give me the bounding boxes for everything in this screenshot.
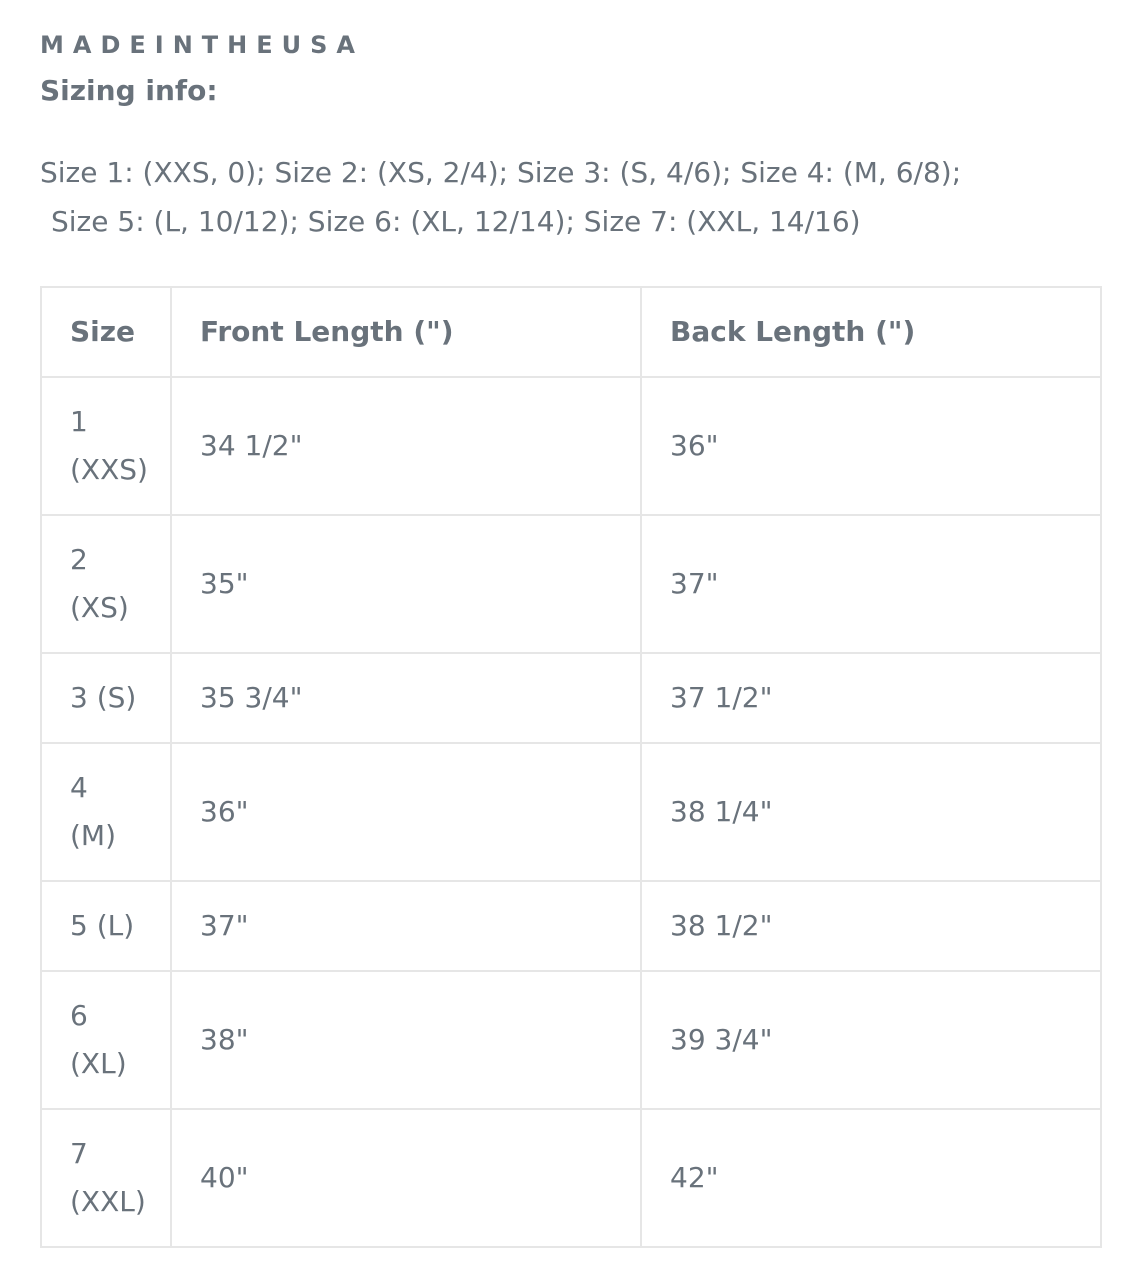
table-header-row bbox=[41, 287, 1101, 377]
brand-name: MADEINTHEUSA bbox=[40, 31, 364, 59]
table-row bbox=[41, 377, 1101, 515]
size-cell bbox=[41, 743, 171, 881]
table-row bbox=[41, 1109, 1101, 1247]
size-letter: (XS) bbox=[70, 591, 129, 624]
table-row bbox=[41, 881, 1101, 971]
front-length-cell: 35 3/4" bbox=[171, 653, 641, 743]
size-letter: (M) bbox=[70, 819, 117, 852]
size-letter: (XXS) bbox=[70, 453, 148, 486]
header-front-length: Front Length (") bbox=[171, 287, 641, 377]
front-length-cell: 35" bbox=[171, 515, 641, 653]
back-length-cell: 38 1/4" bbox=[641, 743, 1101, 881]
front-length-cell: 38" bbox=[171, 971, 641, 1109]
back-length-cell: 42" bbox=[641, 1109, 1101, 1247]
back-length-cell: 37" bbox=[641, 515, 1101, 653]
front-length-cell: 34 1/2" bbox=[171, 377, 641, 515]
size-guide-text bbox=[40, 148, 1104, 246]
size-guide-line-1: Size 1: (XXS, 0); Size 2: (XS, 2/4); Size 3: (S, 4/6); Size 4: (M, 6/8); bbox=[40, 156, 962, 189]
size-cell bbox=[41, 1109, 171, 1247]
header-size: Size bbox=[41, 287, 171, 377]
table-row bbox=[41, 971, 1101, 1109]
front-length-cell: 36" bbox=[171, 743, 641, 881]
size-number: 3 bbox=[70, 681, 88, 714]
size-cell bbox=[41, 971, 171, 1109]
size-number: 1 bbox=[70, 405, 88, 438]
size-letter: (XL) bbox=[70, 1047, 127, 1080]
size-number: 2 bbox=[70, 543, 88, 576]
size-number: 5 bbox=[70, 909, 88, 942]
back-length-cell: 39 3/4" bbox=[641, 971, 1101, 1109]
size-number: 4 bbox=[70, 771, 88, 804]
front-length-cell: 40" bbox=[171, 1109, 641, 1247]
size-guide-line-2: Size 5: (L, 10/12); Size 6: (XL, 12/14); Size 7: (XXL, 14/16) bbox=[51, 205, 861, 238]
header-back-length: Back Length (") bbox=[641, 287, 1101, 377]
back-length-cell: 37 1/2" bbox=[641, 653, 1101, 743]
size-cell bbox=[41, 515, 171, 653]
table-row bbox=[41, 515, 1101, 653]
table-row bbox=[41, 653, 1101, 743]
size-letter: (S) bbox=[96, 681, 137, 714]
size-letter: (XXL) bbox=[70, 1185, 146, 1218]
sizing-info-heading: Sizing info: bbox=[40, 74, 218, 107]
size-number: 7 bbox=[70, 1137, 88, 1170]
table-row bbox=[41, 743, 1101, 881]
size-letter: (L) bbox=[96, 909, 135, 942]
size-table bbox=[40, 286, 1102, 1248]
size-number: 6 bbox=[70, 999, 88, 1032]
back-length-cell: 36" bbox=[641, 377, 1101, 515]
front-length-cell: 37" bbox=[171, 881, 641, 971]
size-cell bbox=[41, 377, 171, 515]
size-cell bbox=[41, 653, 171, 743]
back-length-cell: 38 1/2" bbox=[641, 881, 1101, 971]
size-cell bbox=[41, 881, 171, 971]
